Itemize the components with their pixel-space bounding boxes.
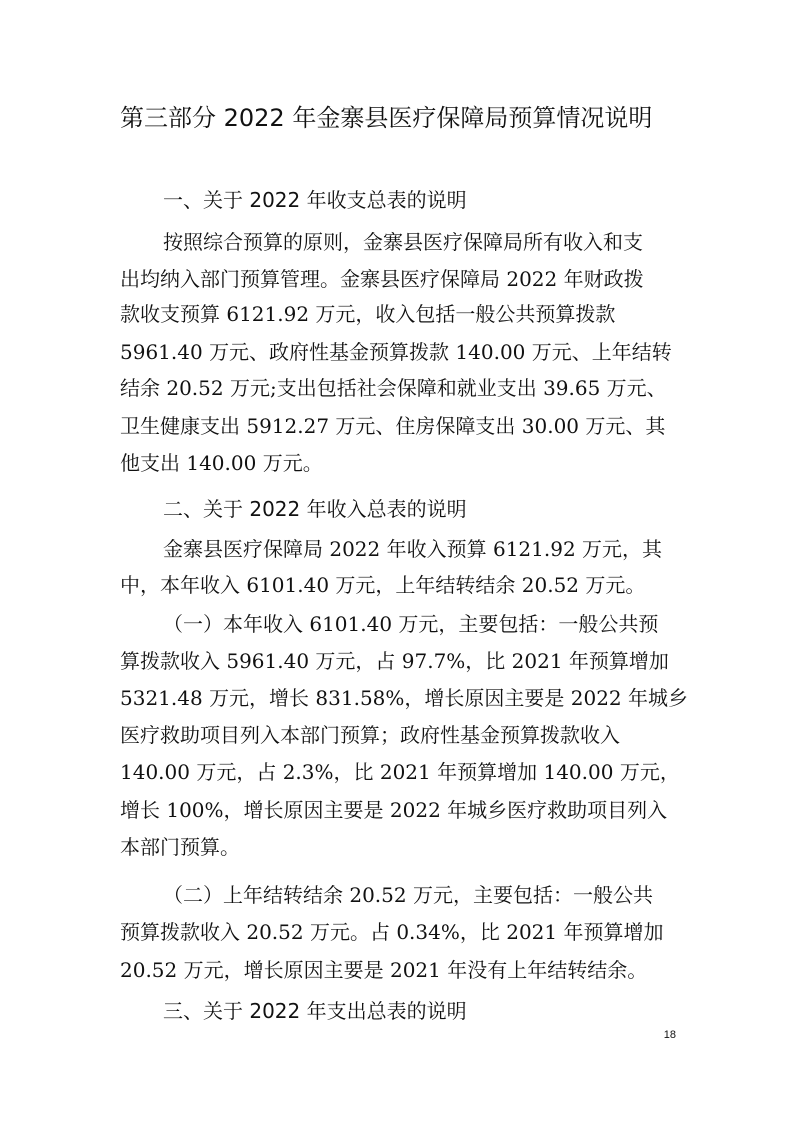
paragraph-line: 5961.40 万元、政府性基金预算拨款 140.00 万元、上年结转 (120, 340, 672, 364)
section-heading-2: 二、关于 2022 年收入总表的说明 (163, 497, 467, 521)
paragraph-line: 预算拨款收入 20.52 万元。占 0.34%，比 2021 年预算增加 (120, 920, 664, 944)
paragraph-line: 结余 20.52 万元;支出包括社会保障和就业支出 39.65 万元、 (120, 376, 667, 400)
paragraph-line: 算拨款收入 5961.40 万元，占 97.7%，比 2021 年预算增加 (120, 649, 669, 673)
paragraph-line: 卫生健康支出 5912.27 万元、住房保障支出 30.00 万元、其 (120, 414, 666, 438)
paragraph-line: 出均纳入部门预算管理。金寨县医疗保障局 2022 年财政拨 (120, 267, 644, 291)
paragraph-line: 医疗救助项目列入本部门预算；政府性基金预算拨款收入 (120, 723, 620, 747)
paragraph-line: 本部门预算。 (120, 835, 240, 859)
section-heading-3: 三、关于 2022 年支出总表的说明 (163, 999, 467, 1023)
paragraph-line: 140.00 万元，占 2.3%，比 2021 年预算增加 140.00 万元， (120, 760, 680, 784)
paragraph-line: 按照综合预算的原则，金寨县医疗保障局所有收入和支 (163, 230, 643, 254)
section-heading-1: 一、关于 2022 年收支总表的说明 (163, 188, 467, 212)
paragraph-line: 5321.48 万元，增长 831.58%，增长原因主要是 2022 年城乡 (120, 686, 689, 710)
page-number: 18 (663, 1029, 676, 1041)
paragraph-line: 款收支预算 6121.92 万元，收入包括一般公共预算拨款 (120, 302, 616, 326)
paragraph-line: （二）上年结转结余 20.52 万元，主要包括：一般公共 (163, 883, 653, 907)
paragraph-line: 20.52 万元，增长原因主要是 2021 年没有上年结转结余。 (120, 958, 648, 982)
paragraph-line: 他支出 140.00 万元。 (120, 451, 323, 475)
paragraph-line: 金寨县医疗保障局 2022 年收入预算 6121.92 万元，其 (163, 537, 663, 561)
page-title: 第三部分 2022 年金寨县医疗保障局预算情况说明 (120, 104, 653, 132)
paragraph-line: 中，本年收入 6101.40 万元，上年结转结余 20.52 万元。 (120, 573, 646, 597)
paragraph-line: （一）本年收入 6101.40 万元，主要包括：一般公共预 (163, 612, 659, 636)
paragraph-line: 增长 100%，增长原因主要是 2022 年城乡医疗救助项目列入 (120, 798, 668, 822)
